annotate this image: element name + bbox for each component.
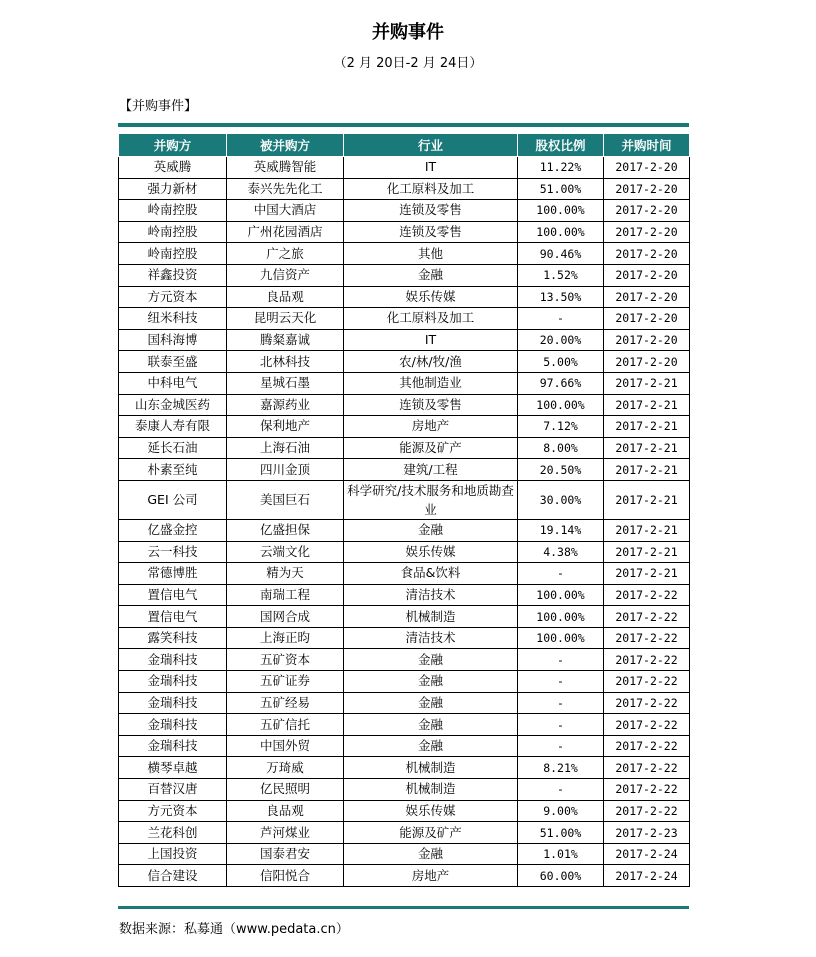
- target-cell: 良品观: [227, 286, 344, 308]
- acquirer-cell: 兰花科创: [119, 822, 227, 844]
- target-cell: 中国外贸: [227, 735, 344, 757]
- table-row: [119, 541, 690, 563]
- equity-ratio-cell: 100.00%: [518, 200, 604, 222]
- table-row: [119, 157, 690, 179]
- industry-cell: 食品&饮料: [344, 563, 518, 585]
- date-cell: 2017-2-22: [604, 692, 690, 714]
- industry-cell: 娱乐传媒: [344, 286, 518, 308]
- acquirer-cell: 方元资本: [119, 800, 227, 822]
- target-cell: 上海正昀: [227, 627, 344, 649]
- industry-cell: 金融: [344, 649, 518, 671]
- target-cell: 芦河煤业: [227, 822, 344, 844]
- industry-cell: 化工原料及加工: [344, 178, 518, 200]
- acquirer-cell: 置信电气: [119, 606, 227, 628]
- target-cell: 广州花园酒店: [227, 221, 344, 243]
- page-title: 并购事件: [372, 22, 444, 43]
- equity-ratio-cell: 20.00%: [518, 329, 604, 351]
- table-row: [119, 200, 690, 222]
- date-cell: 2017-2-20: [604, 178, 690, 200]
- date-cell: 2017-2-22: [604, 800, 690, 822]
- table-row: [119, 351, 690, 373]
- acquirer-cell: 强力新材: [119, 178, 227, 200]
- acquirer-cell: 横琴卓越: [119, 757, 227, 779]
- target-cell: 良品观: [227, 800, 344, 822]
- industry-cell: 金融: [344, 735, 518, 757]
- header-industry: 行业: [344, 134, 518, 157]
- table-body: [119, 157, 690, 887]
- target-cell: 嘉源药业: [227, 394, 344, 416]
- acquirer-cell: 上国投资: [119, 843, 227, 865]
- date-cell: 2017-2-21: [604, 437, 690, 459]
- equity-ratio-cell: 4.38%: [518, 541, 604, 563]
- acquirer-cell: 岭南控股: [119, 221, 227, 243]
- equity-ratio-cell: -: [518, 308, 604, 330]
- acquirer-cell: 英威腾: [119, 157, 227, 179]
- industry-cell: 娱乐传媒: [344, 800, 518, 822]
- equity-ratio-cell: 5.00%: [518, 351, 604, 373]
- equity-ratio-cell: 60.00%: [518, 865, 604, 887]
- table-row: [119, 779, 690, 801]
- equity-ratio-cell: -: [518, 563, 604, 585]
- industry-cell: 金融: [344, 264, 518, 286]
- table-row: [119, 519, 690, 541]
- industry-cell: 连锁及零售: [344, 221, 518, 243]
- date-cell: 2017-2-24: [604, 843, 690, 865]
- date-cell: 2017-2-20: [604, 200, 690, 222]
- target-cell: 精为天: [227, 563, 344, 585]
- acquirer-cell: 金瑞科技: [119, 714, 227, 736]
- equity-ratio-cell: 30.00%: [518, 480, 604, 519]
- acquirer-cell: 祥鑫投资: [119, 264, 227, 286]
- equity-ratio-cell: 51.00%: [518, 178, 604, 200]
- table-row: [119, 480, 690, 519]
- acquirer-cell: 金瑞科技: [119, 671, 227, 693]
- date-cell: 2017-2-20: [604, 351, 690, 373]
- top-divider: [118, 123, 689, 127]
- target-cell: 国网合成: [227, 606, 344, 628]
- acquirer-cell: GEI 公司: [119, 480, 227, 519]
- table-row: [119, 714, 690, 736]
- equity-ratio-cell: 8.00%: [518, 437, 604, 459]
- industry-cell: IT: [344, 157, 518, 179]
- equity-ratio-cell: 100.00%: [518, 627, 604, 649]
- table-row: [119, 865, 690, 887]
- industry-cell: 房地产: [344, 865, 518, 887]
- equity-ratio-cell: -: [518, 671, 604, 693]
- equity-ratio-cell: 1.01%: [518, 843, 604, 865]
- table-row: [119, 372, 690, 394]
- equity-ratio-cell: 11.22%: [518, 157, 604, 179]
- date-cell: 2017-2-21: [604, 416, 690, 438]
- table-row: [119, 692, 690, 714]
- data-source-note: 数据来源：私募通（www.pedata.cn）: [119, 922, 349, 937]
- acquirer-cell: 山东金城医药: [119, 394, 227, 416]
- target-cell: 五矿证券: [227, 671, 344, 693]
- target-cell: 上海石油: [227, 437, 344, 459]
- industry-cell: 化工原料及加工: [344, 308, 518, 330]
- date-cell: 2017-2-22: [604, 606, 690, 628]
- date-cell: 2017-2-22: [604, 671, 690, 693]
- acquirer-cell: 纽米科技: [119, 308, 227, 330]
- target-cell: 昆明云天化: [227, 308, 344, 330]
- table-row: [119, 221, 690, 243]
- equity-ratio-cell: -: [518, 692, 604, 714]
- table-row: [119, 437, 690, 459]
- table-row: [119, 822, 690, 844]
- equity-ratio-cell: 51.00%: [518, 822, 604, 844]
- industry-cell: 金融: [344, 671, 518, 693]
- table-row: [119, 671, 690, 693]
- date-cell: 2017-2-20: [604, 329, 690, 351]
- acquirer-cell: 延长石油: [119, 437, 227, 459]
- date-cell: 2017-2-22: [604, 779, 690, 801]
- target-cell: 美国巨石: [227, 480, 344, 519]
- date-cell: 2017-2-20: [604, 243, 690, 265]
- acquirer-cell: 置信电气: [119, 584, 227, 606]
- target-cell: 南瑞工程: [227, 584, 344, 606]
- industry-cell: 娱乐传媒: [344, 541, 518, 563]
- target-cell: 信阳悦合: [227, 865, 344, 887]
- target-cell: 亿民照明: [227, 779, 344, 801]
- date-cell: 2017-2-21: [604, 519, 690, 541]
- industry-cell: 机械制造: [344, 606, 518, 628]
- acquirer-cell: 国科海博: [119, 329, 227, 351]
- date-cell: 2017-2-22: [604, 714, 690, 736]
- target-cell: 广之旅: [227, 243, 344, 265]
- industry-cell: 金融: [344, 692, 518, 714]
- table-row: [119, 394, 690, 416]
- date-cell: 2017-2-20: [604, 308, 690, 330]
- table-row: [119, 843, 690, 865]
- table-header-row: [119, 134, 690, 157]
- equity-ratio-cell: 100.00%: [518, 584, 604, 606]
- industry-cell: 机械制造: [344, 779, 518, 801]
- equity-ratio-cell: 13.50%: [518, 286, 604, 308]
- target-cell: 五矿经易: [227, 692, 344, 714]
- equity-ratio-cell: -: [518, 779, 604, 801]
- date-cell: 2017-2-23: [604, 822, 690, 844]
- target-cell: 北林科技: [227, 351, 344, 373]
- date-cell: 2017-2-21: [604, 372, 690, 394]
- equity-ratio-cell: 8.21%: [518, 757, 604, 779]
- acquirer-cell: 朴素至纯: [119, 459, 227, 481]
- acquirer-cell: 联泰至盛: [119, 351, 227, 373]
- table-row: [119, 286, 690, 308]
- acquirer-cell: 岭南控股: [119, 243, 227, 265]
- industry-cell: 连锁及零售: [344, 394, 518, 416]
- industry-cell: 建筑/工程: [344, 459, 518, 481]
- industry-cell: IT: [344, 329, 518, 351]
- industry-cell: 金融: [344, 519, 518, 541]
- date-cell: 2017-2-22: [604, 627, 690, 649]
- header-acquirer: 并购方: [119, 134, 227, 157]
- date-cell: 2017-2-22: [604, 735, 690, 757]
- target-cell: 五矿资本: [227, 649, 344, 671]
- date-cell: 2017-2-20: [604, 264, 690, 286]
- equity-ratio-cell: 20.50%: [518, 459, 604, 481]
- equity-ratio-cell: 100.00%: [518, 394, 604, 416]
- date-cell: 2017-2-21: [604, 459, 690, 481]
- table-row: [119, 416, 690, 438]
- acquirer-cell: 信合建设: [119, 865, 227, 887]
- date-range-subtitle: （2 月 20日-2 月 24日）: [333, 56, 483, 71]
- equity-ratio-cell: -: [518, 649, 604, 671]
- equity-ratio-cell: 9.00%: [518, 800, 604, 822]
- date-cell: 2017-2-20: [604, 221, 690, 243]
- section-label: 【并购事件】: [119, 99, 198, 114]
- target-cell: 腾粲嘉诚: [227, 329, 344, 351]
- date-cell: 2017-2-22: [604, 584, 690, 606]
- industry-cell: 金融: [344, 714, 518, 736]
- target-cell: 泰兴先先化工: [227, 178, 344, 200]
- table-row: [119, 264, 690, 286]
- table-row: [119, 584, 690, 606]
- table-row: [119, 178, 690, 200]
- table-row: [119, 757, 690, 779]
- equity-ratio-cell: -: [518, 735, 604, 757]
- table-row: [119, 735, 690, 757]
- industry-cell: 其他制造业: [344, 372, 518, 394]
- equity-ratio-cell: 90.46%: [518, 243, 604, 265]
- acquirer-cell: 金瑞科技: [119, 649, 227, 671]
- table-row: [119, 459, 690, 481]
- target-cell: 英威腾智能: [227, 157, 344, 179]
- date-cell: 2017-2-21: [604, 480, 690, 519]
- acquirer-cell: 方元资本: [119, 286, 227, 308]
- equity-ratio-cell: -: [518, 714, 604, 736]
- table-row: [119, 329, 690, 351]
- target-cell: 万琦威: [227, 757, 344, 779]
- target-cell: 星城石墨: [227, 372, 344, 394]
- table-row: [119, 606, 690, 628]
- industry-cell: 其他: [344, 243, 518, 265]
- equity-ratio-cell: 97.66%: [518, 372, 604, 394]
- table-row: [119, 243, 690, 265]
- header-equity-ratio: 股权比例: [518, 134, 604, 157]
- industry-cell: 能源及矿产: [344, 822, 518, 844]
- acquirer-cell: 百替汉唐: [119, 779, 227, 801]
- industry-cell: 清洁技术: [344, 627, 518, 649]
- target-cell: 五矿信托: [227, 714, 344, 736]
- equity-ratio-cell: 7.12%: [518, 416, 604, 438]
- header-date: 并购时间: [604, 134, 690, 157]
- equity-ratio-cell: 19.14%: [518, 519, 604, 541]
- industry-cell: 清洁技术: [344, 584, 518, 606]
- target-cell: 云端文化: [227, 541, 344, 563]
- industry-cell: 连锁及零售: [344, 200, 518, 222]
- acquirer-cell: 露笑科技: [119, 627, 227, 649]
- date-cell: 2017-2-21: [604, 541, 690, 563]
- table-row: [119, 627, 690, 649]
- table-row: [119, 308, 690, 330]
- date-cell: 2017-2-21: [604, 563, 690, 585]
- date-cell: 2017-2-20: [604, 286, 690, 308]
- industry-cell: 房地产: [344, 416, 518, 438]
- target-cell: 九信资产: [227, 264, 344, 286]
- table-row: [119, 563, 690, 585]
- acquirer-cell: 岭南控股: [119, 200, 227, 222]
- acquirer-cell: 中科电气: [119, 372, 227, 394]
- target-cell: 四川金顶: [227, 459, 344, 481]
- target-cell: 亿盛担保: [227, 519, 344, 541]
- ma-events-table: [118, 133, 690, 887]
- date-cell: 2017-2-21: [604, 394, 690, 416]
- industry-cell: 科学研究/技术服务和地质勘查业: [344, 480, 518, 519]
- industry-cell: 农/林/牧/渔: [344, 351, 518, 373]
- industry-cell: 能源及矿产: [344, 437, 518, 459]
- target-cell: 国泰君安: [227, 843, 344, 865]
- table-row: [119, 800, 690, 822]
- bottom-divider: [118, 906, 689, 909]
- equity-ratio-cell: 1.52%: [518, 264, 604, 286]
- target-cell: 中国大酒店: [227, 200, 344, 222]
- table-row: [119, 649, 690, 671]
- target-cell: 保利地产: [227, 416, 344, 438]
- equity-ratio-cell: 100.00%: [518, 221, 604, 243]
- acquirer-cell: 常德博胜: [119, 563, 227, 585]
- date-cell: 2017-2-22: [604, 757, 690, 779]
- header-target: 被并购方: [227, 134, 344, 157]
- industry-cell: 金融: [344, 843, 518, 865]
- equity-ratio-cell: 100.00%: [518, 606, 604, 628]
- date-cell: 2017-2-24: [604, 865, 690, 887]
- acquirer-cell: 云一科技: [119, 541, 227, 563]
- acquirer-cell: 泰康人寿有限: [119, 416, 227, 438]
- acquirer-cell: 亿盛金控: [119, 519, 227, 541]
- acquirer-cell: 金瑞科技: [119, 692, 227, 714]
- date-cell: 2017-2-22: [604, 649, 690, 671]
- acquirer-cell: 金瑞科技: [119, 735, 227, 757]
- date-cell: 2017-2-20: [604, 157, 690, 179]
- industry-cell: 机械制造: [344, 757, 518, 779]
